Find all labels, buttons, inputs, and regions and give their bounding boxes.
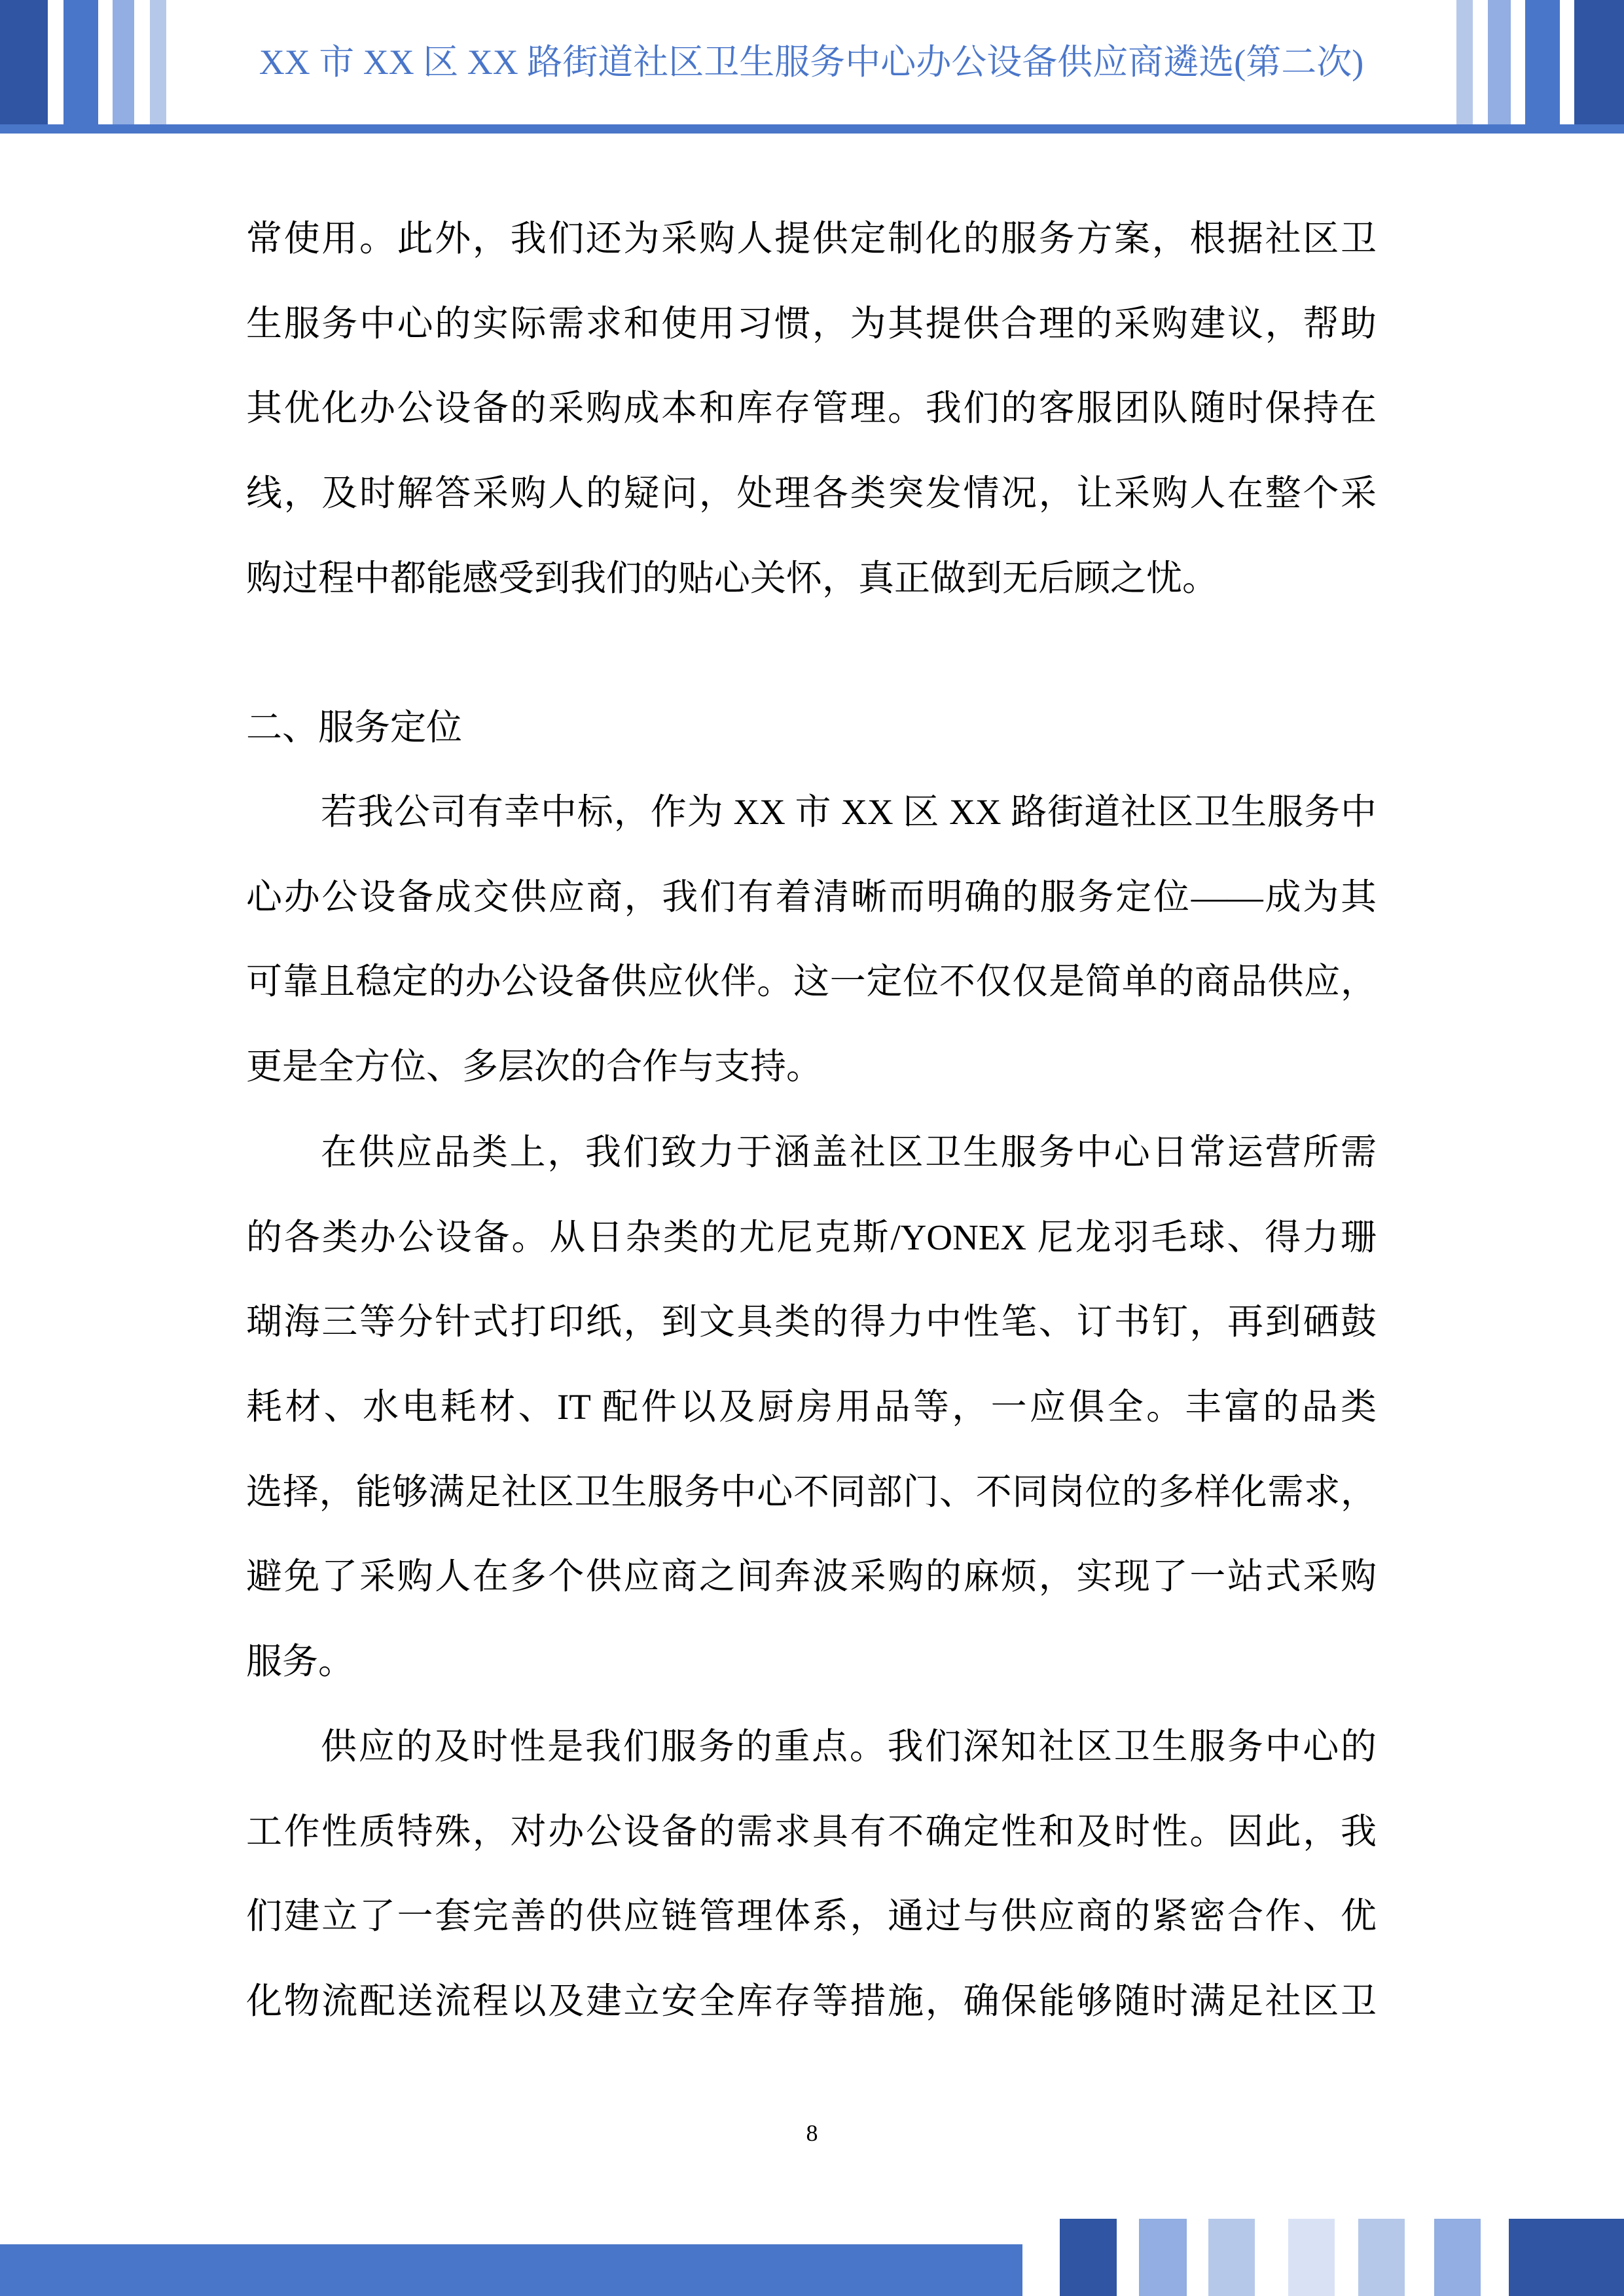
text-line: 耗材、水电耗材、IT 配件以及厨房用品等，一应俱全。丰富的品类 xyxy=(246,1387,1377,1427)
paragraph-1 xyxy=(246,196,1377,620)
footer-band xyxy=(0,2244,1022,2296)
paragraph-2 xyxy=(246,770,1377,1109)
document-title: XX 市 XX 区 XX 路街道社区卫生服务中心办公设备供应商遴选(第二次) xyxy=(259,43,1364,82)
footer-stripe xyxy=(1288,2219,1335,2296)
text-line: 工作性质特殊，对办公设备的需求具有不确定性和及时性。因此，我 xyxy=(246,1811,1377,1852)
text-line: 心办公设备成交供应商，我们有着清晰而明确的服务定位——成为其 xyxy=(246,876,1377,917)
text-line: 购过程中都能感受到我们的贴心关怀，真正做到无后顾之忧。 xyxy=(246,558,1219,598)
text-line: 线，及时解答采购人的疑问，处理各类突发情况，让采购人在整个采 xyxy=(246,473,1377,514)
footer-stripe xyxy=(1208,2219,1255,2296)
text-line: 的各类办公设备。从日杂类的尤尼克斯/YONEX 尼龙羽毛球、得力珊 xyxy=(246,1217,1377,1257)
header-stripe xyxy=(1456,0,1473,124)
header-rule xyxy=(0,124,1624,134)
paragraph-3 xyxy=(246,1110,1377,1704)
section-heading: 二、服务定位 xyxy=(246,708,463,747)
text-line: 供应的及时性是我们服务的重点。我们深知社区卫生服务中心的 xyxy=(321,1727,1377,1767)
text-line: 在供应品类上，我们致力于涵盖社区卫生服务中心日常运营所需 xyxy=(321,1132,1377,1172)
text-line: 生服务中心的实际需求和使用习惯，为其提供合理的采购建议，帮助 xyxy=(246,303,1377,344)
text-line: 选择，能够满足社区卫生服务中心不同部门、不同岗位的多样化需求， xyxy=(246,1471,1377,1512)
header-stripe xyxy=(1574,0,1624,124)
text-line: 若我公司有幸中标，作为 XX 市 XX 区 XX 路街道社区卫生服务中 xyxy=(321,792,1377,832)
header-stripe xyxy=(150,0,166,124)
text-line: 常使用。此外，我们还为采购人提供定制化的服务方案，根据社区卫 xyxy=(246,219,1377,259)
header-stripe xyxy=(63,0,98,124)
header-stripe xyxy=(1525,0,1560,124)
text-line: 们建立了一套完善的供应链管理体系，通过与供应商的紧密合作、优 xyxy=(246,1896,1377,1937)
footer-stripe xyxy=(1434,2219,1481,2296)
paragraph-4 xyxy=(246,1704,1377,2044)
text-line: 可靠且稳定的办公设备供应伙伴。这一定位不仅仅是简单的商品供应， xyxy=(246,961,1377,1002)
footer-stripe xyxy=(1509,2219,1624,2296)
header-stripe xyxy=(0,0,48,124)
page-number: 8 xyxy=(806,2120,818,2146)
footer-stripe xyxy=(1139,2219,1187,2296)
text-line: 更是全方位、多层次的合作与支持。 xyxy=(246,1047,823,1087)
footer-stripe xyxy=(1060,2219,1117,2296)
text-line: 避免了采购人在多个供应商之间奔波采购的麻烦，实现了一站式采购 xyxy=(246,1556,1377,1597)
footer-stripe xyxy=(1358,2219,1405,2296)
text-line: 其优化办公设备的采购成本和库存管理。我们的客服团队随时保持在 xyxy=(246,388,1377,429)
text-line: 瑚海三等分针式打印纸，到文具类的得力中性笔、订书钉，再到硒鼓 xyxy=(246,1302,1377,1342)
text-line: 服务。 xyxy=(246,1641,355,1682)
header-stripe xyxy=(113,0,134,124)
text-line: 化物流配送流程以及建立安全库存等措施，确保能够随时满足社区卫 xyxy=(246,1981,1377,2022)
header-stripe xyxy=(1488,0,1511,124)
